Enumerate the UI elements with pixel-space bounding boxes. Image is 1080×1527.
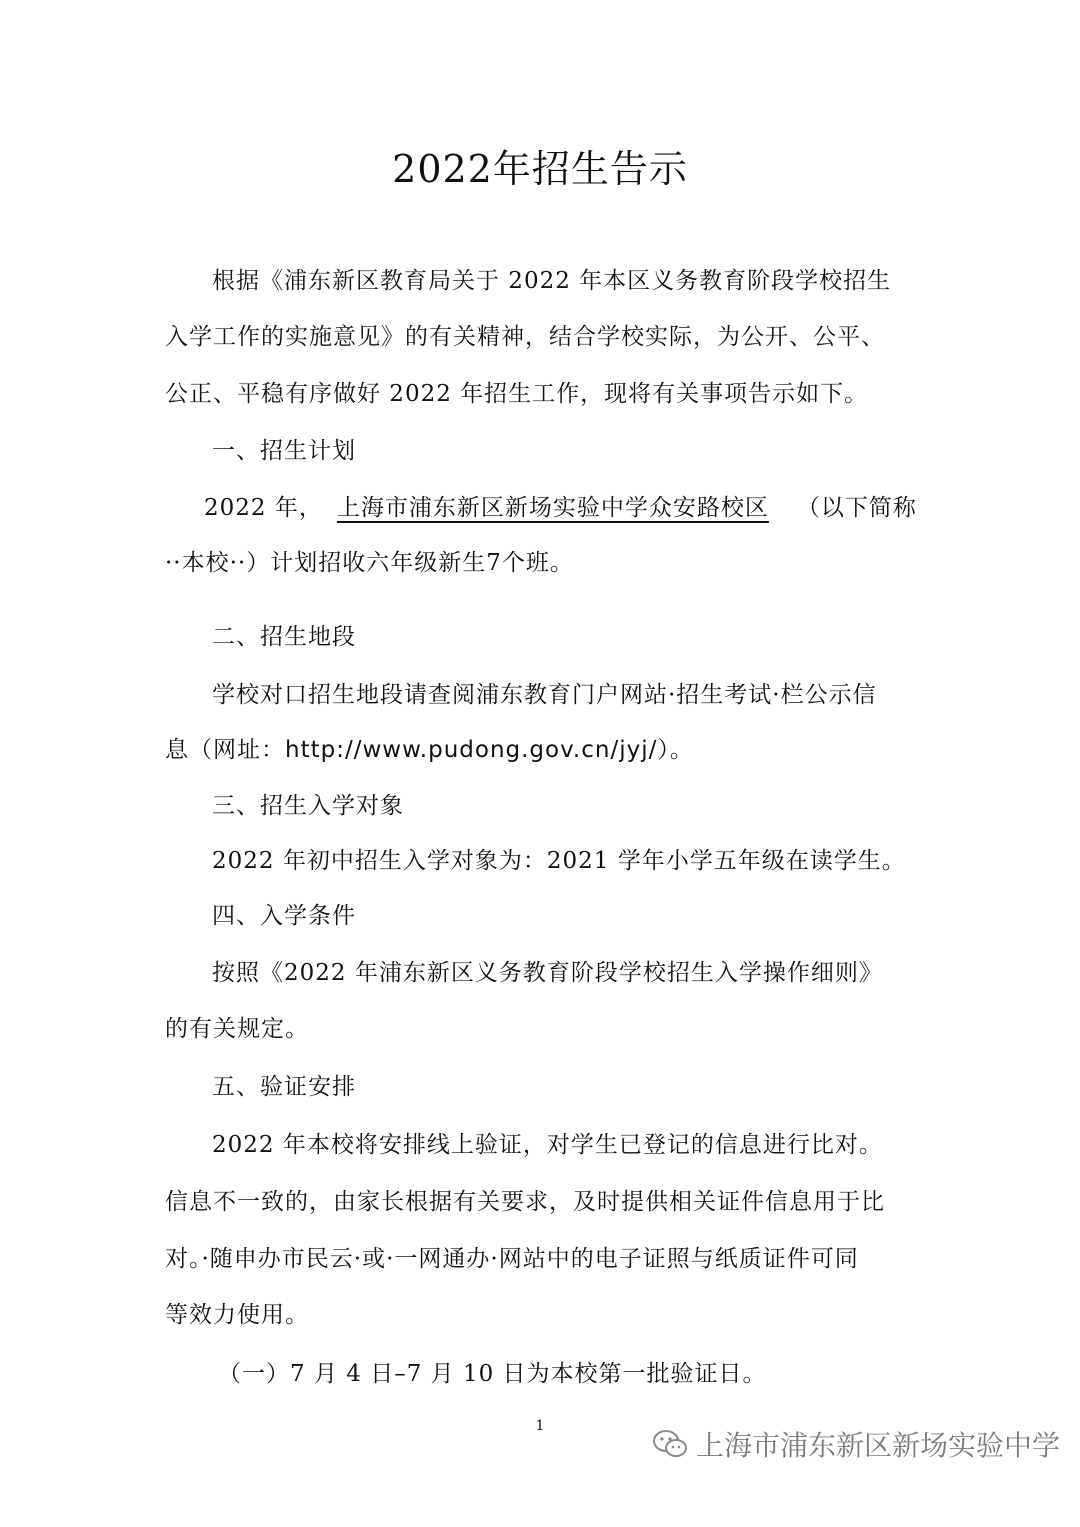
section-5-line-4: 等效力使用。 (165, 1302, 309, 1328)
url-suffix: ）。 (657, 737, 694, 763)
section-2-line-2 (165, 731, 694, 764)
section-1-line-2: ··本校··）计划招收六年级新生7个班。 (165, 550, 574, 576)
school-name: 上海市浦东新区新场实验中学众安路校区 (336, 495, 769, 521)
section-1-prefix: 2022 年， (204, 495, 323, 521)
section-1-line-1 (204, 489, 917, 522)
watermark (652, 1424, 1060, 1464)
section-5-line-3: 对。·随申办市民云·或·一网通办·网站中的电子证照与纸质证件可同 (165, 1246, 859, 1272)
intro-line-3: 公正、平稳有序做好 2022 年招生工作，现将有关事项告示如下。 (165, 381, 869, 407)
url-prefix: 息（网址： (165, 737, 285, 763)
page-number: 1 (535, 1418, 545, 1434)
section-2-line-1: 学校对口招生地段请查阅浦东教育门户网站·招生考试·栏公示信 (212, 682, 877, 708)
section-2-heading: 二、招生地段 (212, 624, 356, 650)
page-title: 2022年招生告示 (392, 147, 688, 191)
section-4-heading: 四、入学条件 (212, 903, 356, 929)
watermark-text: 上海市浦东新区新场实验中学 (696, 1429, 1061, 1462)
section-5-line-1: 2022 年本校将安排线上验证，对学生已登记的信息进行比对。 (212, 1132, 883, 1158)
section-1-heading: 一、招生计划 (212, 438, 356, 464)
section-4-line-2: 的有关规定。 (165, 1016, 309, 1042)
section-3-heading: 三、招生入学对象 (212, 793, 404, 819)
intro-line-2: 入学工作的实施意见》的有关精神，结合学校实际，为公开、公平、 (165, 324, 885, 350)
website-url: http://www.pudong.gov.cn/jyj/ (285, 737, 658, 763)
intro-line-1: 根据《浦东新区教育局关于 2022 年本区义务教育阶段学校招生 (212, 268, 892, 294)
section-5-line-2: 信息不一致的，由家长根据有关要求，及时提供相关证件信息用于比 (165, 1189, 885, 1215)
wechat-icon (652, 1429, 688, 1459)
section-5-heading: 五、验证安排 (212, 1074, 356, 1100)
section-3-line-1: 2022 年初中招生入学对象为：2021 学年小学五年级在读学生。 (212, 848, 906, 874)
section-1-suffix: （以下简称 (796, 495, 917, 521)
section-5-item-1: （一）7 月 4 日–7 月 10 日为本校第一批验证日。 (218, 1361, 767, 1387)
section-4-line-1: 按照《2022 年浦东新区义务教育阶段学校招生入学操作细则》 (212, 960, 883, 986)
